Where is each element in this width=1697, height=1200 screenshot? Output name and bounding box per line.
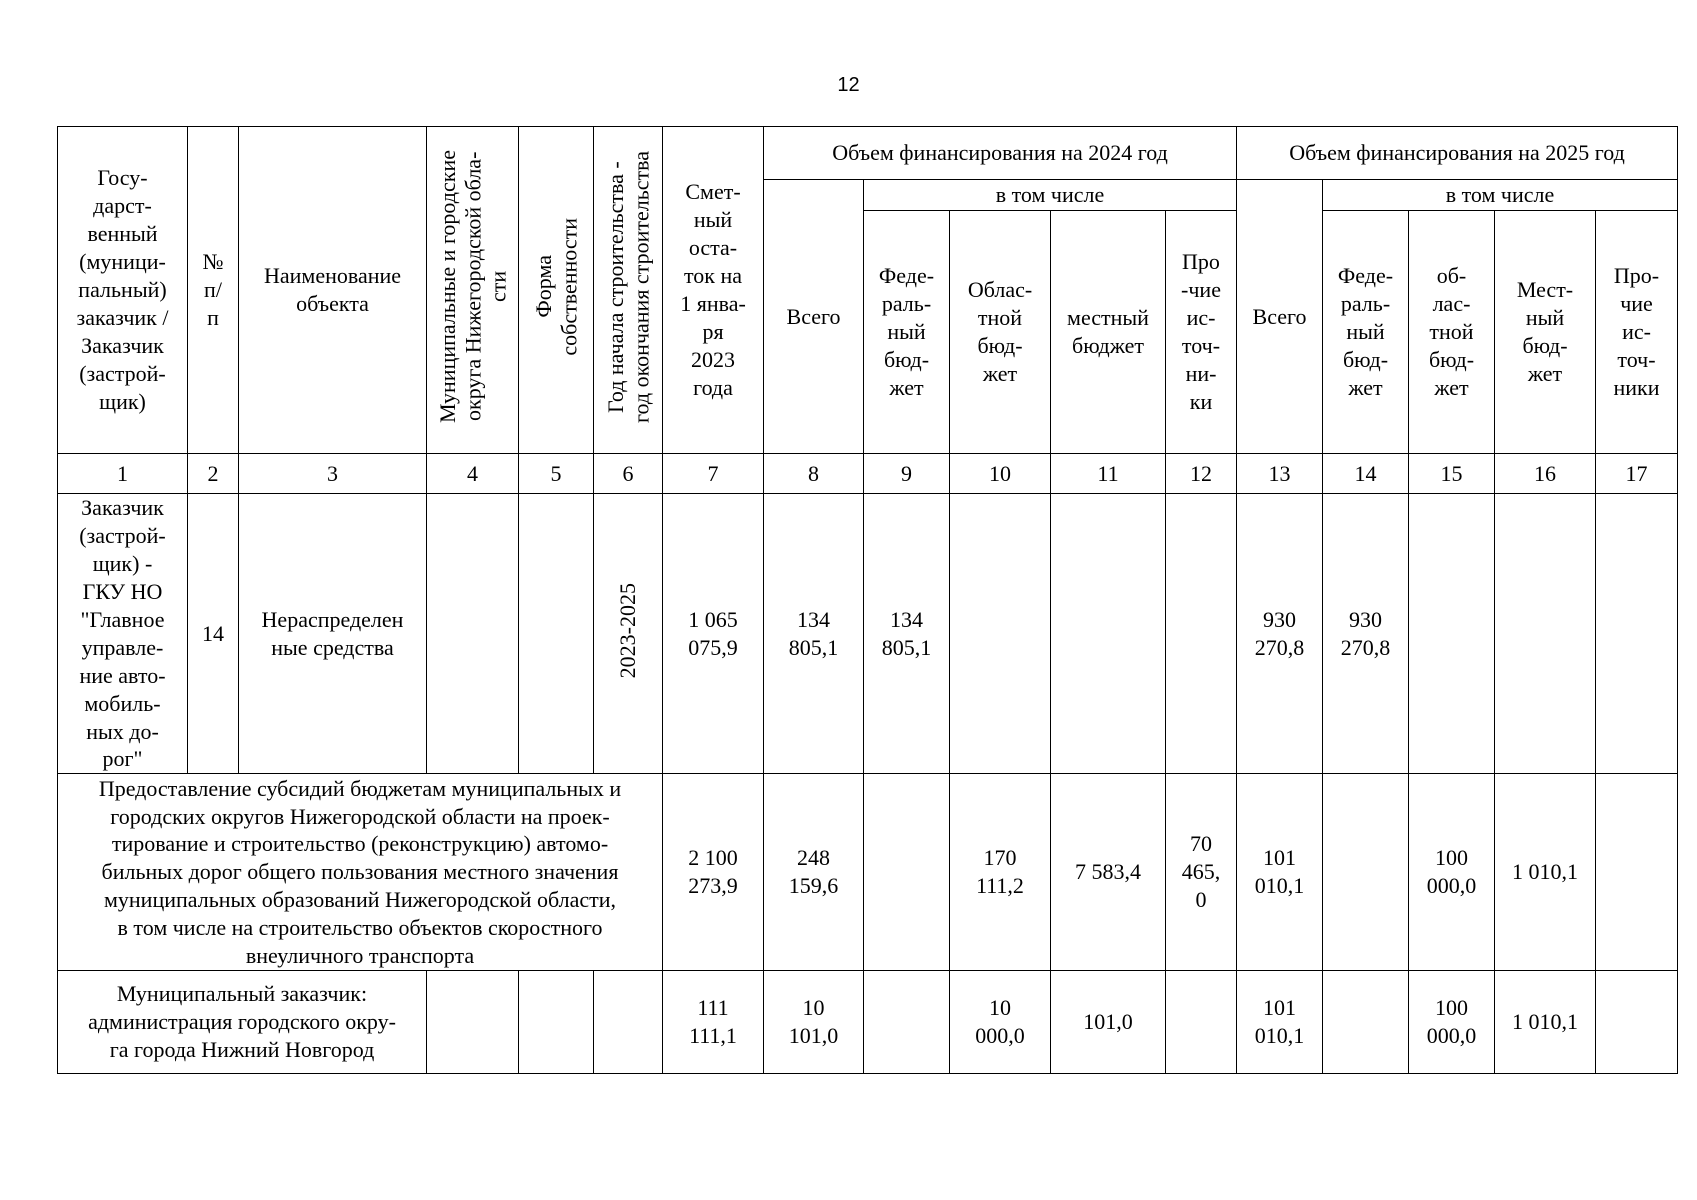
- row2-federal-2025: [1323, 774, 1409, 971]
- header-total-2025: Всего: [1237, 180, 1323, 454]
- row1-federal-2025: 930 270,8: [1323, 494, 1409, 774]
- row1-number: 14: [188, 494, 239, 774]
- header-federal-2025: Феде- раль- ный бюд- жет: [1323, 211, 1409, 454]
- row3-local-2025: 1 010,1: [1495, 971, 1596, 1074]
- header-municipal: Муниципальные и городские округа Нижегородской обла- сти: [434, 150, 511, 424]
- header-local-2025: Мест- ный бюд- жет: [1495, 211, 1596, 454]
- row2-total-2024: 248 159,6: [764, 774, 864, 971]
- header-row: [58, 127, 1678, 180]
- row3-other-2025: [1596, 971, 1678, 1074]
- row1-local-2024: [1051, 494, 1166, 774]
- row1-estimate: 1 065 075,9: [663, 494, 764, 774]
- row3-estimate: 111 111,1: [663, 971, 764, 1074]
- row3-total-2024: 10 101,0: [764, 971, 864, 1074]
- column-number: 10: [950, 454, 1051, 494]
- row1-years: 2023-2025: [615, 582, 641, 678]
- header-years-cell: [594, 127, 663, 454]
- column-number: 3: [239, 454, 427, 494]
- header-municipal-cell: [427, 127, 519, 454]
- header-estimate: Смет- ный оста- ток на 1 янва- ря 2023 года: [663, 127, 764, 454]
- row1-ownership: [519, 494, 594, 774]
- row3-regional-2024: 10 000,0: [950, 971, 1051, 1074]
- row1-total-2024: 134 805,1: [764, 494, 864, 774]
- row2-local-2024: 7 583,4: [1051, 774, 1166, 971]
- row1-customer: Заказчик (застрой- щик) - ГКУ НО "Главное управле- ние авто- мобиль- ных до- рог": [58, 494, 188, 774]
- row1-object-name: Нераспределен ные средства: [239, 494, 427, 774]
- row1-regional-2025: [1409, 494, 1495, 774]
- header-ownership-cell: [519, 127, 594, 454]
- column-number: 13: [1237, 454, 1323, 494]
- column-number: 11: [1051, 454, 1166, 494]
- row1-total-2025: 930 270,8: [1237, 494, 1323, 774]
- row3-municipal: [427, 971, 519, 1074]
- header-number: № п/ п: [188, 127, 239, 454]
- row3-ownership: [519, 971, 594, 1074]
- row2-other-2025: [1596, 774, 1678, 971]
- column-number: 6: [594, 454, 663, 494]
- header-customer: Госу- дарст- венный (муници- пальный) заказчик / Заказчик (застрой- щик): [58, 127, 188, 454]
- row2-federal-2024: [864, 774, 950, 971]
- column-number: 7: [663, 454, 764, 494]
- header-including-2024: в том числе: [864, 180, 1237, 211]
- column-number: 12: [1166, 454, 1237, 494]
- header-financing-2024: Объем финансирования на 2024 год: [764, 127, 1237, 180]
- column-number: 5: [519, 454, 594, 494]
- row1-years-cell: [594, 494, 663, 774]
- row1-federal-2024: 134 805,1: [864, 494, 950, 774]
- row2-local-2025: 1 010,1: [1495, 774, 1596, 971]
- table-row: [58, 494, 1678, 774]
- column-number: 15: [1409, 454, 1495, 494]
- row2-other-2024: 70 465, 0: [1166, 774, 1237, 971]
- table-row: [58, 774, 1678, 971]
- header-including-2025: в том числе: [1323, 180, 1678, 211]
- header-regional-2025: об- лас- тной бюд- жет: [1409, 211, 1495, 454]
- column-number: 1: [58, 454, 188, 494]
- row2-regional-2025: 100 000,0: [1409, 774, 1495, 971]
- column-number: 17: [1596, 454, 1678, 494]
- row1-regional-2024: [950, 494, 1051, 774]
- row3-other-2024: [1166, 971, 1237, 1074]
- table-row: [58, 971, 1678, 1074]
- row1-municipal: [427, 494, 519, 774]
- row3-years: [594, 971, 663, 1074]
- header-other-2024: Про -чие ис- точ- ни- ки: [1166, 211, 1237, 454]
- header-object-name: Наименование объекта: [239, 127, 427, 454]
- row3-federal-2024: [864, 971, 950, 1074]
- row1-other-2024: [1166, 494, 1237, 774]
- row3-description: Муниципальный заказчик: администрация городского окру- га города Нижний Новгород: [58, 971, 427, 1074]
- row1-local-2025: [1495, 494, 1596, 774]
- header-other-2025: Про- чие ис- точ- ники: [1596, 211, 1678, 454]
- row1-other-2025: [1596, 494, 1678, 774]
- column-number: 16: [1495, 454, 1596, 494]
- row3-regional-2025: 100 000,0: [1409, 971, 1495, 1074]
- page-number: 12: [837, 74, 860, 96]
- header-regional-2024: Облас- тной бюд- жет: [950, 211, 1051, 454]
- row2-regional-2024: 170 111,2: [950, 774, 1051, 971]
- row2-total-2025: 101 010,1: [1237, 774, 1323, 971]
- header-years: Год начала строительства - год окончания строительства: [602, 150, 653, 423]
- row3-federal-2025: [1323, 971, 1409, 1074]
- row3-total-2025: 101 010,1: [1237, 971, 1323, 1074]
- header-federal-2024: Феде- раль- ный бюд- жет: [864, 211, 950, 454]
- header-financing-2025: Объем финансирования на 2025 год: [1237, 127, 1678, 180]
- column-number: 2: [188, 454, 239, 494]
- column-number: 14: [1323, 454, 1409, 494]
- column-number-row: [58, 454, 1678, 494]
- header-local-2024: местный бюджет: [1051, 211, 1166, 454]
- row2-estimate: 2 100 273,9: [663, 774, 764, 971]
- column-number: 9: [864, 454, 950, 494]
- column-number: 4: [427, 454, 519, 494]
- financing-table: [57, 126, 1678, 1074]
- header-total-2024: Всего: [764, 180, 864, 454]
- column-number: 8: [764, 454, 864, 494]
- row2-description: Предоставление субсидий бюджетам муниципальных и городских округов Нижегородской области на проек- тирование и строительство (реконструкцию) автомо- бильных дорог общего пользования местного значения муниципальных образований Нижегородской области, в том числе на строительство объектов скоростного внеуличного транспорта: [58, 774, 663, 971]
- header-ownership: Форма собственности: [530, 217, 581, 356]
- row3-local-2024: 101,0: [1051, 971, 1166, 1074]
